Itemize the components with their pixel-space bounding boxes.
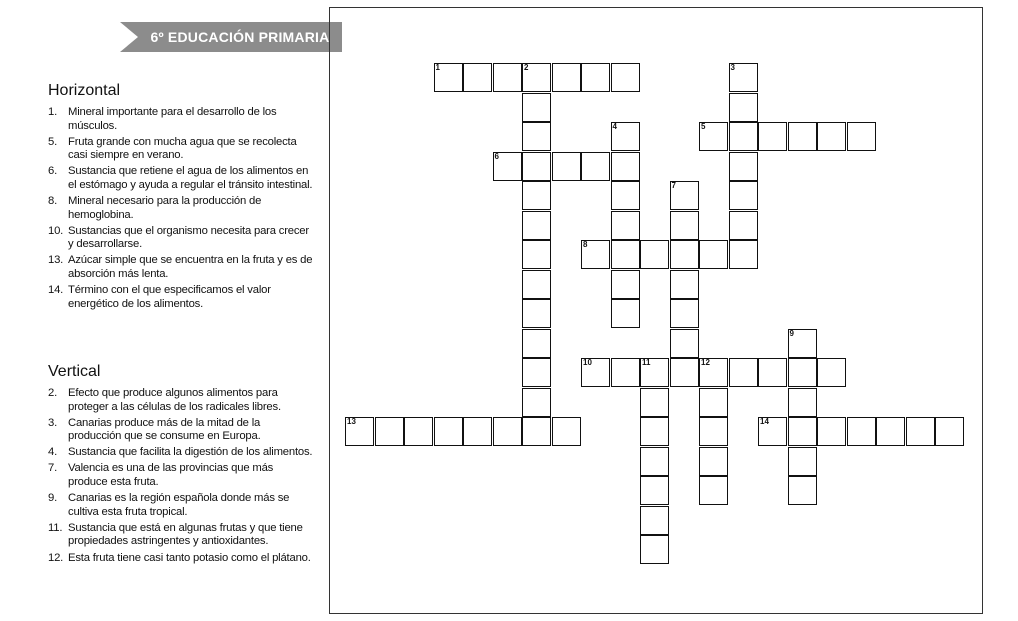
clue-number: 9.: [48, 492, 58, 505]
crossword-cell[interactable]: [522, 329, 551, 358]
clue-text: Esta fruta tiene casi tanto potasio como el plátano.: [68, 551, 311, 564]
crossword-cell[interactable]: [729, 122, 758, 151]
crossword-cell[interactable]: [699, 240, 728, 269]
crossword-cell[interactable]: [552, 152, 581, 181]
crossword-cell[interactable]: [404, 417, 433, 446]
crossword-cell[interactable]: [611, 240, 640, 269]
clue-item: [48, 195, 313, 222]
clue-text: Mineral importante para el desarrollo de los músculos.: [68, 106, 277, 132]
crossword-cell[interactable]: [670, 299, 699, 328]
crossword-cell[interactable]: [788, 417, 817, 446]
clue-text: Término con el que especificamos el valor energético de los alimentos.: [68, 284, 271, 310]
crossword-cell[interactable]: [522, 93, 551, 122]
clue-text: Sustancias que el organismo necesita para crecer y desarrollarse.: [68, 224, 309, 251]
crossword-cell[interactable]: [699, 122, 728, 151]
crossword-cell[interactable]: [522, 270, 551, 299]
crossword-cell[interactable]: [729, 93, 758, 122]
clue-number: 8.: [48, 195, 58, 208]
crossword-cell[interactable]: [729, 181, 758, 210]
clue-text: Fruta grande con mucha agua que se recolecta casi siempre en verano.: [68, 135, 297, 162]
crossword-cell[interactable]: [788, 447, 817, 476]
crossword-cell[interactable]: [640, 535, 669, 564]
crossword-cell[interactable]: [640, 476, 669, 505]
clue-text: Sustancia que facilita la digestión de los alimentos.: [68, 446, 313, 459]
crossword-cell[interactable]: [522, 388, 551, 417]
clue-number: 4.: [48, 446, 58, 459]
clue-item: [48, 492, 313, 519]
crossword-cell[interactable]: [670, 240, 699, 269]
clue-text: Azúcar simple que se encuentra en la fruta y es de absorción más lenta.: [68, 254, 313, 281]
crossword-cell[interactable]: [817, 358, 846, 387]
crossword-cell[interactable]: [670, 358, 699, 387]
crossword-cell[interactable]: [522, 417, 551, 446]
crossword-cell[interactable]: [611, 299, 640, 328]
crossword-cell[interactable]: [640, 240, 669, 269]
crossword-cell[interactable]: [611, 122, 640, 151]
clue-item: [48, 106, 313, 133]
clue-item: [48, 522, 313, 549]
crossword-cell[interactable]: [935, 417, 964, 446]
crossword-cell[interactable]: [729, 240, 758, 269]
crossword-cell[interactable]: [640, 417, 669, 446]
crossword-cell[interactable]: [758, 358, 787, 387]
crossword-cell[interactable]: [788, 122, 817, 151]
crossword-cell[interactable]: [434, 63, 463, 92]
crossword-cell[interactable]: [493, 152, 522, 181]
crossword-cell[interactable]: [847, 417, 876, 446]
clue-text: Canarias es la región española donde más se cultiva esta fruta tropical.: [68, 492, 290, 518]
cell-number: 6: [494, 151, 499, 161]
crossword-cell[interactable]: [640, 447, 669, 476]
cell-number: 1: [435, 63, 440, 72]
clue-item: [48, 446, 313, 460]
crossword-cell[interactable]: [522, 63, 551, 92]
clue-number: 1.: [48, 106, 58, 118]
crossword-cell[interactable]: [522, 211, 551, 240]
cell-number: 3: [730, 63, 735, 72]
vertical-clues: [48, 363, 313, 568]
crossword-cell[interactable]: [493, 417, 522, 446]
crossword-cell[interactable]: [729, 358, 758, 387]
crossword-cell[interactable]: [670, 211, 699, 240]
clue-number: 2.: [48, 387, 58, 399]
vertical-clue-list: [48, 387, 313, 565]
clue-item: [48, 284, 313, 311]
clue-item: [48, 225, 313, 252]
clue-item: [48, 254, 313, 281]
crossword-cell[interactable]: [876, 417, 905, 446]
clue-text: Mineral necesario para la producción de hemoglobina.: [68, 195, 262, 221]
crossword-cell[interactable]: [906, 417, 935, 446]
crossword-cell[interactable]: [640, 506, 669, 535]
crossword-cell[interactable]: [345, 417, 374, 446]
clue-number: 3.: [48, 416, 58, 429]
crossword-cell[interactable]: [758, 417, 787, 446]
crossword-cell[interactable]: [729, 63, 758, 92]
vertical-title: Vertical: [48, 363, 101, 380]
clue-text: Canarias produce más de la mitad de la producción que se consume en Europa.: [68, 416, 261, 443]
crossword-cell[interactable]: [611, 181, 640, 210]
clue-text: Sustancia que está en algunas frutas y que tiene propiedades astringentes y antioxidantes.: [68, 521, 303, 548]
crossword-cell[interactable]: [729, 211, 758, 240]
crossword-cell[interactable]: [817, 122, 846, 151]
cell-number: 8: [583, 240, 588, 249]
crossword-cell[interactable]: [463, 63, 492, 92]
grade-banner: [120, 22, 342, 52]
cell-number: 12: [701, 358, 710, 367]
crossword-cell[interactable]: [640, 388, 669, 417]
crossword-cell[interactable]: [788, 388, 817, 417]
crossword-cell[interactable]: [699, 417, 728, 446]
cell-number: 5: [701, 122, 706, 131]
crossword-cell[interactable]: [463, 417, 492, 446]
clue-number: 11.: [48, 521, 63, 534]
cell-number: 4: [612, 122, 617, 131]
cell-number: 14: [760, 417, 769, 426]
cell-number: 13: [347, 417, 356, 426]
clue-text: Sustancia que retiene el agua de los alimentos en el estómago y ayuda a regular el tránsito intestinal.: [68, 165, 313, 191]
clue-item: [48, 462, 313, 489]
crossword-cell[interactable]: [522, 181, 551, 210]
crossword-cell[interactable]: [611, 152, 640, 181]
clue-number: 6.: [48, 165, 58, 178]
clue-text: Efecto que produce algunos alimentos para proteger a las células de los radicales libres.: [68, 387, 281, 413]
crossword-cell[interactable]: [611, 358, 640, 387]
crossword-cell[interactable]: [581, 63, 610, 92]
crossword-cell[interactable]: [522, 299, 551, 328]
clue-number: 14.: [48, 284, 64, 297]
crossword-cell[interactable]: [729, 152, 758, 181]
horizontal-clue-list: [48, 106, 313, 311]
crossword-cell[interactable]: [670, 270, 699, 299]
crossword-cell[interactable]: [552, 417, 581, 446]
clue-number: 12.: [48, 551, 64, 564]
horizontal-clues: [48, 82, 313, 314]
crossword-cell[interactable]: [611, 211, 640, 240]
cell-number: 7: [671, 181, 676, 190]
crossword-cell[interactable]: [522, 358, 551, 387]
clue-item: [48, 165, 313, 192]
crossword-cell[interactable]: [788, 476, 817, 505]
crossword-cell[interactable]: [611, 63, 640, 92]
clue-item: [48, 417, 313, 444]
clue-number: 7.: [48, 462, 58, 475]
cell-number: 10: [583, 358, 592, 367]
crossword-cell[interactable]: [788, 329, 817, 358]
crossword-board: [329, 7, 983, 614]
crossword-cell[interactable]: [611, 270, 640, 299]
crossword-cell[interactable]: [670, 181, 699, 210]
cell-number: 9: [789, 328, 794, 338]
clue-item: [48, 387, 313, 414]
crossword-cell[interactable]: [581, 358, 610, 387]
crossword-cell[interactable]: [434, 417, 463, 446]
crossword-cell[interactable]: [699, 476, 728, 505]
cell-number: 2: [524, 63, 529, 72]
crossword-cell[interactable]: [847, 122, 876, 151]
clue-number: 5.: [48, 135, 58, 148]
clue-item: [48, 136, 313, 163]
crossword-cell[interactable]: [788, 358, 817, 387]
cell-number: 11: [642, 358, 651, 367]
crossword-cell[interactable]: [817, 417, 846, 446]
crossword-cell[interactable]: [552, 63, 581, 92]
clue-number: 10.: [48, 224, 64, 237]
horizontal-title: Horizontal: [48, 82, 121, 99]
crossword-cell[interactable]: [493, 63, 522, 92]
crossword-cell[interactable]: [522, 152, 551, 181]
crossword-cell[interactable]: [375, 417, 404, 446]
crossword-cell[interactable]: [699, 447, 728, 476]
crossword-cell[interactable]: [670, 329, 699, 358]
crossword-cell[interactable]: [699, 358, 728, 387]
clue-item: [48, 552, 313, 566]
crossword-cell[interactable]: [581, 240, 610, 269]
clue-number: 13.: [48, 254, 64, 267]
grade-banner-text: 6º EDUCACIÓN PRIMARIA: [150, 29, 330, 45]
clue-text: Valencia es una de las provincias que más produce esta fruta.: [68, 462, 274, 489]
crossword-cell[interactable]: [758, 122, 787, 151]
crossword-cell[interactable]: [522, 122, 551, 151]
crossword-cell[interactable]: [640, 358, 669, 387]
crossword-cell[interactable]: [581, 152, 610, 181]
crossword-cell[interactable]: [522, 240, 551, 269]
crossword-cell[interactable]: [699, 388, 728, 417]
